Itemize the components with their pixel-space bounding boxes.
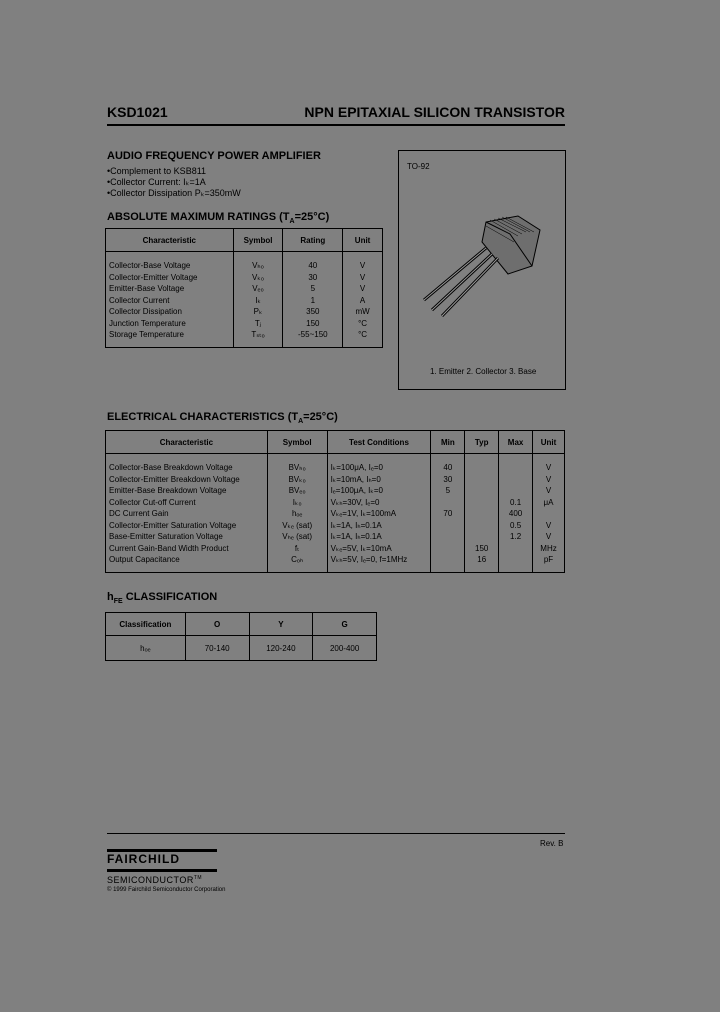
table-row: Collector Cut-off Current Iₖ₀ Vₖₕ=30V, Iₑ=0 0.1 μA xyxy=(106,497,565,509)
feature-item: • Collector Dissipation Pₖ=350mW xyxy=(107,188,241,199)
table-row: Emitter-Base Breakdown Voltage BVₑ₀ Iₑ=100μA, Iₖ=0 5 V xyxy=(106,485,565,497)
footer-rule xyxy=(107,833,565,834)
elec-char-title: ELECTRICAL CHARACTERISTICS $(T_A=25^\circ C)$ xyxy=(107,411,338,426)
feature-item: • Complement to KSB811 xyxy=(107,166,241,177)
table-row: Collector-Base Voltage Vₕ₀ 40 V xyxy=(106,252,383,272)
feature-item: • Collector Current: Iₖ=1A xyxy=(107,177,241,188)
col-header: Rating xyxy=(283,229,343,252)
table-row: Junction Temperature Tⱼ 150 °C xyxy=(106,318,383,330)
col-header: Max xyxy=(499,431,533,454)
col-header: Symbol xyxy=(267,431,327,454)
col-header: Typ xyxy=(465,431,499,454)
table-row: Base-Emitter Saturation Voltage Vₕₑ (sat) Iₖ=1A, Iₕ=0.1A 1.2 V xyxy=(106,531,565,543)
fairchild-logo: FAIRCHILD xyxy=(107,852,180,866)
table-row: Collector Current Iₖ 1 A xyxy=(106,295,383,307)
table-row: Collector Dissipation Pₖ 350 mW xyxy=(106,306,383,318)
to92-package-drawing xyxy=(420,212,550,322)
semiconductor-label: SEMICONDUCTOR™ xyxy=(107,875,203,885)
table-row: Collector-Emitter Saturation Voltage Vₖₑ (sat) Iₖ=1A, Iₕ=0.1A 0.5 V xyxy=(106,520,565,532)
table-row: hₒₑ 70-140 120-240 200-400 xyxy=(106,636,377,661)
col-header: Min xyxy=(431,431,465,454)
table-row: Output Capacitance Cₒₕ Vₖₕ=5V, Iₑ=0, f=1MHz 16 pF xyxy=(106,554,565,572)
col-header: Unit xyxy=(343,229,383,252)
table-row: Collector-Base Breakdown Voltage BVₕ₀ Iₖ=100μA, Iₑ=0 40 V xyxy=(106,454,565,474)
logo-bar-bottom xyxy=(107,869,217,872)
col-header: O xyxy=(185,613,249,636)
copyright: © 1999 Fairchild Semiconductor Corporation xyxy=(107,887,226,893)
hfe-table xyxy=(105,612,377,661)
col-header: G xyxy=(313,613,377,636)
elec-char-table xyxy=(105,430,565,573)
hfe-title: $h_{FE}$ CLASSIFICATION xyxy=(107,591,218,606)
device-title: NPN EPITAXIAL SILICON TRANSISTOR xyxy=(304,104,565,120)
revision: Rev. B xyxy=(540,839,564,848)
table-row: Collector-Emitter Breakdown Voltage BVₖ₀ Iₖ=10mA, Iₕ=0 30 V xyxy=(106,474,565,486)
col-header: Test Conditions xyxy=(327,431,431,454)
col-header: Y xyxy=(249,613,313,636)
feature-list xyxy=(107,166,241,199)
package-name: TO-92 xyxy=(407,162,430,171)
pin-description: 1. Emitter 2. Collector 3. Base xyxy=(430,367,537,376)
table-row: Emitter-Base Voltage Vₑ₀ 5 V xyxy=(106,283,383,295)
col-header: Characteristic xyxy=(106,431,268,454)
col-header: Classification xyxy=(106,613,186,636)
abs-max-title: ABSOLUTE MAXIMUM RATINGS $(T_A=25^\circ C)$ xyxy=(107,211,330,226)
col-header: Unit xyxy=(533,431,565,454)
table-row: Storage Temperature Tₛₜₒ -55~150 °C xyxy=(106,329,383,347)
part-number: KSD1021 xyxy=(107,104,168,120)
col-header: Characteristic xyxy=(106,229,234,252)
table-row: Collector-Emitter Voltage Vₖ₀ 30 V xyxy=(106,272,383,284)
header-rule xyxy=(107,124,565,126)
abs-max-table xyxy=(105,228,383,348)
table-row: Current Gain-Band Width Product fₜ Vₖₑ=5V, Iₖ=10mA 150 MHz xyxy=(106,543,565,555)
application-title: AUDIO FREQUENCY POWER AMPLIFIER xyxy=(107,150,321,162)
table-row: DC Current Gain hₒₑ Vₖₑ=1V, Iₖ=100mA 70 400 xyxy=(106,508,565,520)
col-header: Symbol xyxy=(233,229,283,252)
